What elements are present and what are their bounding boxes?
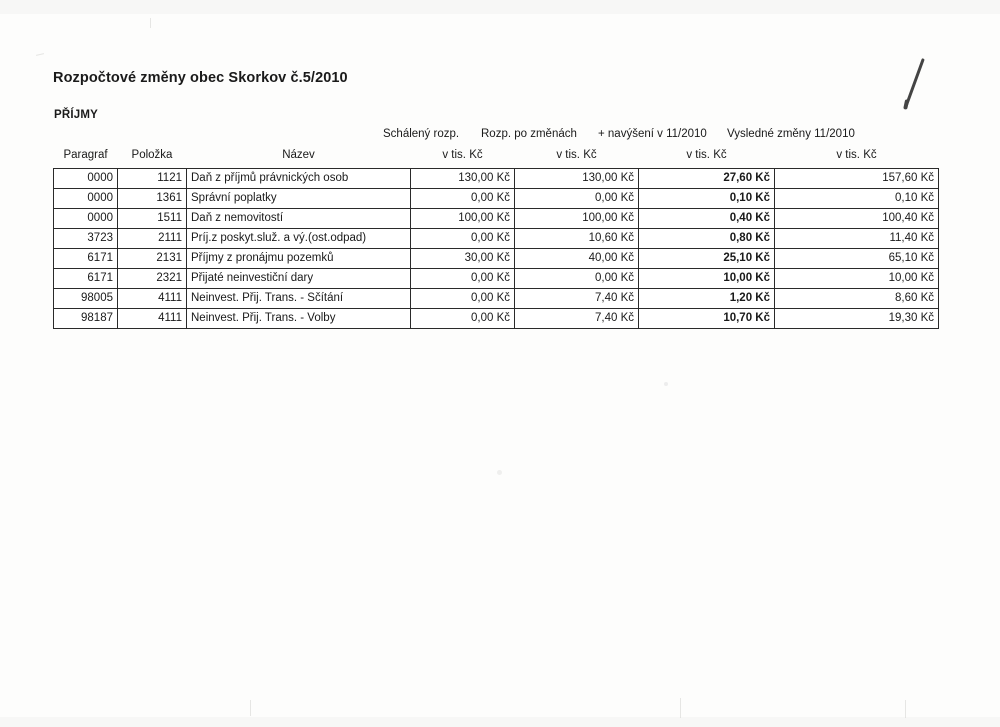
cell-schvaleny: 100,00 Kč [411,209,515,229]
cell-po-zmenach: 0,00 Kč [515,269,639,289]
header-unit-schvaleny: v tis. Kč [442,149,483,161]
cell-po-zmenach: 0,00 Kč [515,189,639,209]
cell-nazev: Neinvest. Přij. Trans. - Volby [187,309,411,329]
table-header [54,145,939,169]
cell-nazev: Přijaté neinvestiční dary [187,269,411,289]
cell-paragraf: 0000 [54,169,118,189]
cell-schvaleny: 30,00 Kč [411,249,515,269]
header-unit-po-zmenach: v tis. Kč [556,149,597,161]
scan-artifact [250,700,251,716]
table-row [54,269,939,289]
cell-navyseni: 1,20 Kč [639,289,775,309]
cell-schvaleny: 130,00 Kč [411,169,515,189]
cell-vysledne: 65,10 Kč [775,249,939,269]
scan-artifact [680,698,681,718]
header-polozka: Položka [131,149,173,161]
cell-navyseni: 0,80 Kč [639,229,775,249]
header-nazev: Název [282,149,315,161]
section-label-prijmy: PŘÍJMY [54,109,99,121]
table-row [54,229,939,249]
cell-polozka: 1121 [118,169,187,189]
cell-navyseni: 27,60 Kč [639,169,775,189]
header-paragraf: Paragraf [63,149,108,161]
cell-polozka: 1361 [118,189,187,209]
cell-navyseni: 10,00 Kč [639,269,775,289]
cell-po-zmenach: 10,60 Kč [515,229,639,249]
cell-vysledne: 0,10 Kč [775,189,939,209]
scan-edge-top [0,0,1000,14]
cell-nazev: Príj.z poskyt.služ. a vý.(ost.odpad) [187,229,411,249]
cell-vysledne: 100,40 Kč [775,209,939,229]
cell-vysledne: 19,30 Kč [775,309,939,329]
header-unit-navyseni: v tis. Kč [686,149,727,161]
scan-artifact [664,382,668,386]
scan-artifact [497,470,502,475]
cell-vysledne: 157,60 Kč [775,169,939,189]
scan-edge-bottom [0,717,1000,727]
cell-vysledne: 11,40 Kč [775,229,939,249]
header-rozpocet-po-zmenach: Rozp. po změnách [481,128,577,140]
cell-nazev: Neinvest. Přij. Trans. - Sčítání [187,289,411,309]
header-unit-vysledne: v tis. Kč [836,149,877,161]
table-row [54,289,939,309]
cell-polozka: 2321 [118,269,187,289]
cell-po-zmenach: 100,00 Kč [515,209,639,229]
cell-paragraf: 0000 [54,189,118,209]
cell-navyseni: 25,10 Kč [639,249,775,269]
cell-schvaleny: 0,00 Kč [411,229,515,249]
cell-nazev: Správní poplatky [187,189,411,209]
cell-polozka: 4111 [118,309,187,329]
table-header-row [54,145,939,169]
cell-navyseni: 0,10 Kč [639,189,775,209]
header-schvaleny-rozpocet: Schálený rozp. [383,128,460,140]
cell-po-zmenach: 130,00 Kč [515,169,639,189]
cell-paragraf: 0000 [54,209,118,229]
cell-nazev: Příjmy z pronájmu pozemků [187,249,411,269]
cell-vysledne: 8,60 Kč [775,289,939,309]
document-title: Rozpočtové změny obec Skorkov č.5/2010 [53,70,348,86]
cell-polozka: 4111 [118,289,187,309]
table-row [54,169,939,189]
cell-schvaleny: 0,00 Kč [411,269,515,289]
scan-artifact [150,18,151,28]
budget-changes-table [53,145,939,329]
cell-polozka: 2111 [118,229,187,249]
table-row [54,189,939,209]
table-body [54,169,939,329]
cell-po-zmenach: 40,00 Kč [515,249,639,269]
cell-paragraf: 98187 [54,309,118,329]
cell-paragraf: 98005 [54,289,118,309]
cell-schvaleny: 0,00 Kč [411,289,515,309]
cell-paragraf: 6171 [54,269,118,289]
cell-nazev: Daň z nemovitostí [187,209,411,229]
cell-schvaleny: 0,00 Kč [411,189,515,209]
cell-vysledne: 10,00 Kč [775,269,939,289]
cell-polozka: 2131 [118,249,187,269]
cell-schvaleny: 0,00 Kč [411,309,515,329]
table-row [54,209,939,229]
cell-nazev: Daň z příjmů právnických osob [187,169,411,189]
cell-paragraf: 3723 [54,229,118,249]
cell-navyseni: 0,40 Kč [639,209,775,229]
header-vysledne-zmeny: Vysledné změny 11/2010 [727,128,855,140]
scan-artifact [36,53,44,56]
table-row [54,249,939,269]
cell-po-zmenach: 7,40 Kč [515,289,639,309]
handwritten-pen-mark [904,58,925,108]
scan-artifact [905,700,906,718]
cell-navyseni: 10,70 Kč [639,309,775,329]
cell-paragraf: 6171 [54,249,118,269]
column-header-line1 [383,128,903,140]
cell-po-zmenach: 7,40 Kč [515,309,639,329]
header-navyseni: + navýšení v 11/2010 [598,128,707,140]
table-row [54,309,939,329]
cell-polozka: 1511 [118,209,187,229]
